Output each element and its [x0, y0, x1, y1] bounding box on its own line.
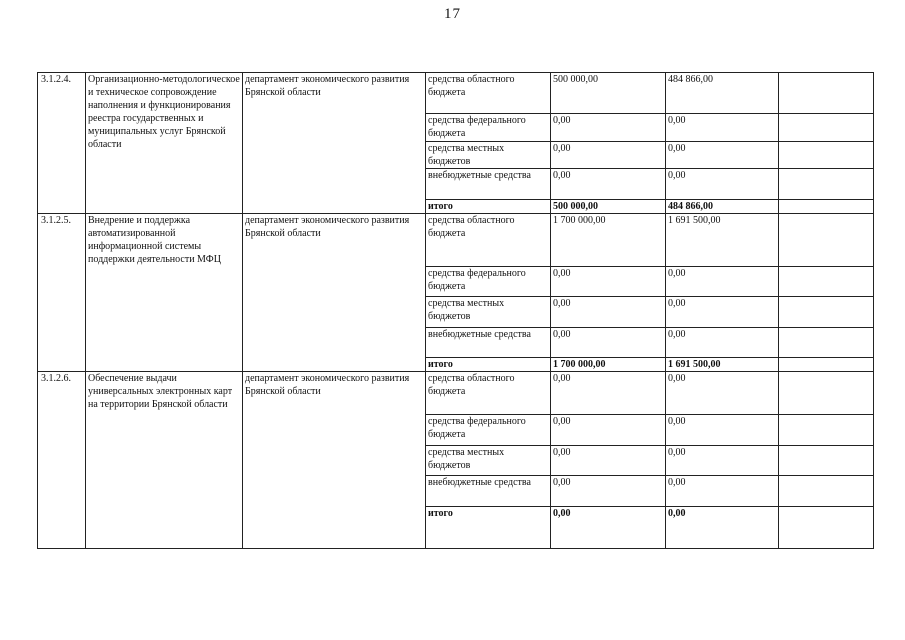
- total-planned: 500 000,00: [551, 200, 666, 214]
- item-name: Организационно-методологическое и техническое сопровождение наполнения и функционирования реестра государственных и муниципальных услуг Брянской области: [86, 73, 243, 214]
- source-label: средства областного бюджета: [426, 73, 551, 114]
- planned-value: 1 700 000,00: [551, 214, 666, 267]
- table-row: [38, 214, 874, 267]
- total-actual: 484 866,00: [666, 200, 779, 214]
- actual-value: 0,00: [666, 372, 779, 415]
- actual-value: 0,00: [666, 297, 779, 328]
- item-name: Внедрение и поддержка автоматизированной информационной системы поддержки деятельности МФЦ: [86, 214, 243, 372]
- item-number: 3.1.2.5.: [38, 214, 86, 372]
- page-number: 17: [444, 6, 461, 22]
- planned-value: 500 000,00: [551, 73, 666, 114]
- actual-value: 0,00: [666, 476, 779, 507]
- planned-value: 0,00: [551, 267, 666, 297]
- total-planned: 0,00: [551, 507, 666, 549]
- actual-value: 1 691 500,00: [666, 214, 779, 267]
- actual-value: 0,00: [666, 328, 779, 358]
- planned-value: 0,00: [551, 446, 666, 476]
- source-label: средства федерального бюджета: [426, 415, 551, 446]
- empty-cell: [779, 446, 874, 476]
- funding-table: [37, 72, 874, 549]
- item-executor: департамент экономического развития Брянской области: [243, 214, 426, 372]
- empty-cell: [779, 507, 874, 549]
- empty-cell: [779, 297, 874, 328]
- empty-cell: [779, 200, 874, 214]
- source-label: средства областного бюджета: [426, 372, 551, 415]
- empty-cell: [779, 372, 874, 415]
- empty-cell: [779, 476, 874, 507]
- total-label: итого: [426, 507, 551, 549]
- empty-cell: [779, 169, 874, 200]
- source-label: средства местных бюджетов: [426, 297, 551, 328]
- planned-value: 0,00: [551, 476, 666, 507]
- planned-value: 0,00: [551, 415, 666, 446]
- planned-value: 0,00: [551, 328, 666, 358]
- empty-cell: [779, 328, 874, 358]
- total-label: итого: [426, 200, 551, 214]
- table-row: [38, 372, 874, 415]
- planned-value: 0,00: [551, 169, 666, 200]
- planned-value: 0,00: [551, 372, 666, 415]
- actual-value: 0,00: [666, 169, 779, 200]
- actual-value: 0,00: [666, 446, 779, 476]
- empty-cell: [779, 415, 874, 446]
- total-actual: 0,00: [666, 507, 779, 549]
- empty-cell: [779, 142, 874, 169]
- planned-value: 0,00: [551, 114, 666, 142]
- total-label: итого: [426, 358, 551, 372]
- actual-value: 0,00: [666, 142, 779, 169]
- source-label: средства федерального бюджета: [426, 114, 551, 142]
- empty-cell: [779, 358, 874, 372]
- actual-value: 0,00: [666, 267, 779, 297]
- item-name: Обеспечение выдачи универсальных электронных карт на территории Брянской области: [86, 372, 243, 549]
- empty-cell: [779, 114, 874, 142]
- source-label: внебюджетные средства: [426, 169, 551, 200]
- item-number: 3.1.2.6.: [38, 372, 86, 549]
- item-number: 3.1.2.4.: [38, 73, 86, 214]
- table-row: [38, 73, 874, 114]
- empty-cell: [779, 267, 874, 297]
- total-planned: 1 700 000,00: [551, 358, 666, 372]
- actual-value: 0,00: [666, 114, 779, 142]
- empty-cell: [779, 214, 874, 267]
- source-label: средства областного бюджета: [426, 214, 551, 267]
- planned-value: 0,00: [551, 142, 666, 169]
- planned-value: 0,00: [551, 297, 666, 328]
- source-label: средства местных бюджетов: [426, 142, 551, 169]
- actual-value: 484 866,00: [666, 73, 779, 114]
- total-actual: 1 691 500,00: [666, 358, 779, 372]
- item-executor: департамент экономического развития Брянской области: [243, 372, 426, 549]
- source-label: внебюджетные средства: [426, 328, 551, 358]
- item-executor: департамент экономического развития Брянской области: [243, 73, 426, 214]
- source-label: внебюджетные средства: [426, 476, 551, 507]
- empty-cell: [779, 73, 874, 114]
- source-label: средства местных бюджетов: [426, 446, 551, 476]
- source-label: средства федерального бюджета: [426, 267, 551, 297]
- actual-value: 0,00: [666, 415, 779, 446]
